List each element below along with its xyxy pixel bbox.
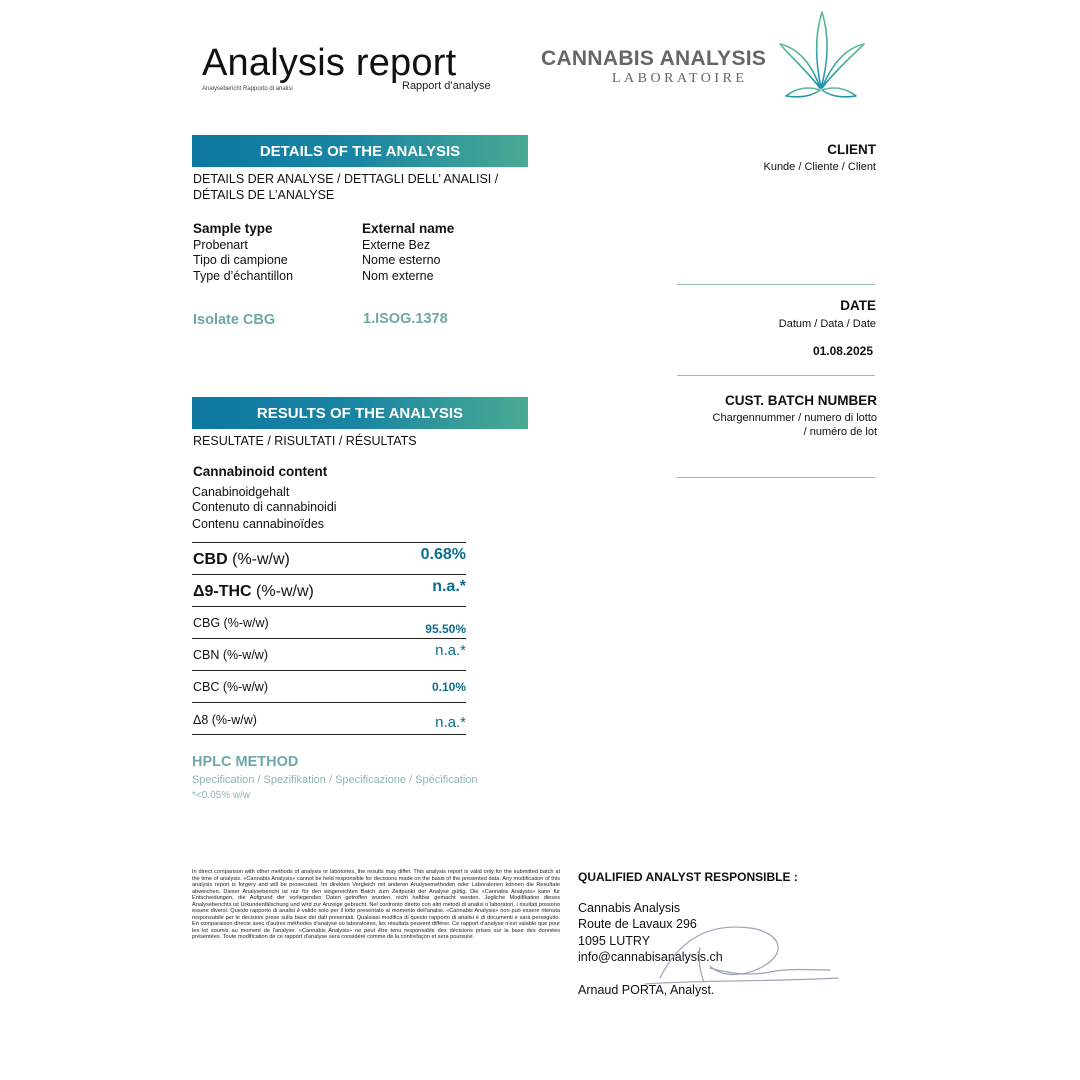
details-translations-2: DÉTAILS DE L’ANALYSE [193, 188, 335, 202]
table-rule [192, 734, 466, 735]
batch-label: CUST. BATCH NUMBER [725, 393, 877, 408]
table-rule [192, 670, 466, 671]
batch-translations-1: Chargennummer / numero di lotto [712, 412, 877, 424]
result-cbc-value: 0.10% [431, 680, 466, 694]
cannabinoid-content-it: Contenuto di cannabinoidi [192, 500, 337, 514]
batch-divider [677, 477, 875, 478]
result-cbn-label: CBN (%-w/w) [193, 648, 268, 662]
external-name-label: External name [362, 221, 455, 236]
table-rule [192, 638, 466, 639]
results-translations: RESULTATE / RISULTATI / RÉSULTATS [193, 434, 417, 448]
signature-icon [640, 918, 840, 990]
client-translations: Kunde / Cliente / Client [763, 161, 876, 173]
details-band: DETAILS OF THE ANALYSIS [192, 135, 528, 167]
analyst-city: 1095 LUTRY [578, 934, 651, 948]
result-cbn-value: n.a.* [435, 642, 466, 659]
result-d8-value: n.a.* [435, 714, 466, 731]
external-name-it: Nome esterno [362, 253, 441, 267]
result-thc-value: n.a.* [432, 578, 466, 595]
hplc-method-limit: *<0.05% w/w [192, 790, 251, 801]
sample-type-de: Probenart [193, 238, 248, 252]
details-translations-1: DETAILS DER ANALYSE / DETTAGLI DELL’ ANALISI / [193, 172, 499, 186]
date-value: 01.08.2025 [812, 344, 873, 358]
report-title: Analysis report [202, 42, 457, 84]
result-thc-unit: (%-w/w) [251, 583, 314, 600]
table-rule [192, 702, 466, 703]
logo-wordmark: CANNABIS ANALYSIS [541, 47, 767, 70]
table-rule [192, 606, 466, 607]
legal-disclaimer: In direct comparison with other methods of analysis or labotories, the results may differ. This analysis report is valid only for the submitted batch at the time of analysis. «Cannabis Analysis» cannot be held responsible for decisions made on the basis of the presented data. Any modification of this analysis report is forgery and will be prosecuted. Im direkten Vergleich mit anderen Analysemethoden oder Laboratorien können die Resultate abweichen. Dieser Analysebericht ist nur für den eingereichten Batch zum Zeitpunkt der Analyse gültig. Die «Cannabis Analysis» kann für Entscheidungen, die Aufgrund der vorliegenden Daten getroffen wurden, nicht haftbar gemacht werden. Jegliche Modifikation dieses Analyseberichts ist Urkundenfälschung und wird zur Anzeige gebracht. Nel confronto diretto con altri metodi di analisi o laboratori, i risultati possono essere diversi. Questo rapporto di analisi è valido solo per il lotto presentato al momento dell'analisi. «Cannabis Analysis» non può essere ritenuta responsabile per le decisioni prese sulla base dei dati presentati. Qualsiasi modifica di questo rapporto di analisi è di documenti e sarà perseguito. En comparaison directe avec d'autres méthodes d'analyse ou laboratoires, les résultats peuvent différer. Ce rapport d'analyse n'est valable que pour les lot soumis au moment de l'analyse. «Cannabis Analysis» ne peut être tenu responsable des décisions prises sur la base des données présentées. Toute modification de ce rapport d'analyse sera considéré comme de la contrefaçon et sera poursuivi. [192, 869, 560, 940]
report-title-fr: Rapport d’analyse [402, 80, 491, 92]
result-cbg-label: CBG (%-w/w) [193, 616, 269, 630]
result-cbd-value: 0.68% [420, 546, 466, 563]
sample-type-label: Sample type [193, 221, 273, 236]
date-divider [677, 375, 875, 376]
sample-type-value: Isolate CBG [193, 312, 276, 328]
sample-type-it: Tipo di campione [193, 253, 288, 267]
external-name-value: 1.ISOG.1378 [363, 311, 448, 327]
batch-translations-2: / numéro de lot [803, 426, 877, 438]
date-translations: Datum / Data / Date [778, 318, 876, 330]
result-row-cbd-name [193, 551, 290, 569]
table-rule [192, 574, 466, 575]
client-divider [677, 284, 875, 285]
hplc-method-spec: Specification / Spezifikation / Specificazione / Spécification [192, 774, 478, 786]
results-band: RESULTS OF THE ANALYSIS [192, 397, 528, 429]
analyst-name: Arnaud PORTA, Analyst. [578, 983, 715, 997]
analyst-email: info@cannabisanalysis.ch [578, 950, 723, 964]
analyst-company: Cannabis Analysis [578, 901, 681, 915]
result-d8-label: Δ8 (%-w/w) [193, 713, 257, 727]
result-row-thc-name [193, 583, 314, 601]
result-cbd-label: CBD [193, 551, 228, 568]
analyst-street: Route de Lavaux 296 [578, 917, 697, 931]
report-title-translations: Analysebericht Rapporto di analisi [202, 86, 293, 92]
result-cbg-value: 95.50% [425, 622, 466, 636]
cannabinoid-content-de: Canabinoidgehalt [192, 485, 290, 499]
logo-subtitle: LABORATOIRE [612, 71, 748, 86]
sample-type-fr: Type d’échantillon [193, 269, 294, 283]
table-rule [192, 542, 466, 543]
result-cbc-label: CBC (%-w/w) [193, 680, 268, 694]
result-thc-label: Δ9-THC [193, 583, 252, 600]
external-name-fr: Nom externe [362, 269, 434, 283]
analyst-heading: QUALIFIED ANALYST RESPONSIBLE : [578, 870, 798, 884]
cannabinoid-content-label: Cannabinoid content [193, 464, 328, 479]
cannabis-leaf-logo-icon [776, 8, 866, 104]
hplc-method-title: HPLC METHOD [192, 754, 299, 770]
date-label: DATE [840, 298, 876, 313]
cannabinoid-content-fr: Contenu cannabinoïdes [192, 517, 325, 531]
result-cbd-unit: (%-w/w) [227, 551, 290, 568]
client-label: CLIENT [827, 142, 876, 157]
external-name-de: Externe Bez [362, 238, 431, 252]
